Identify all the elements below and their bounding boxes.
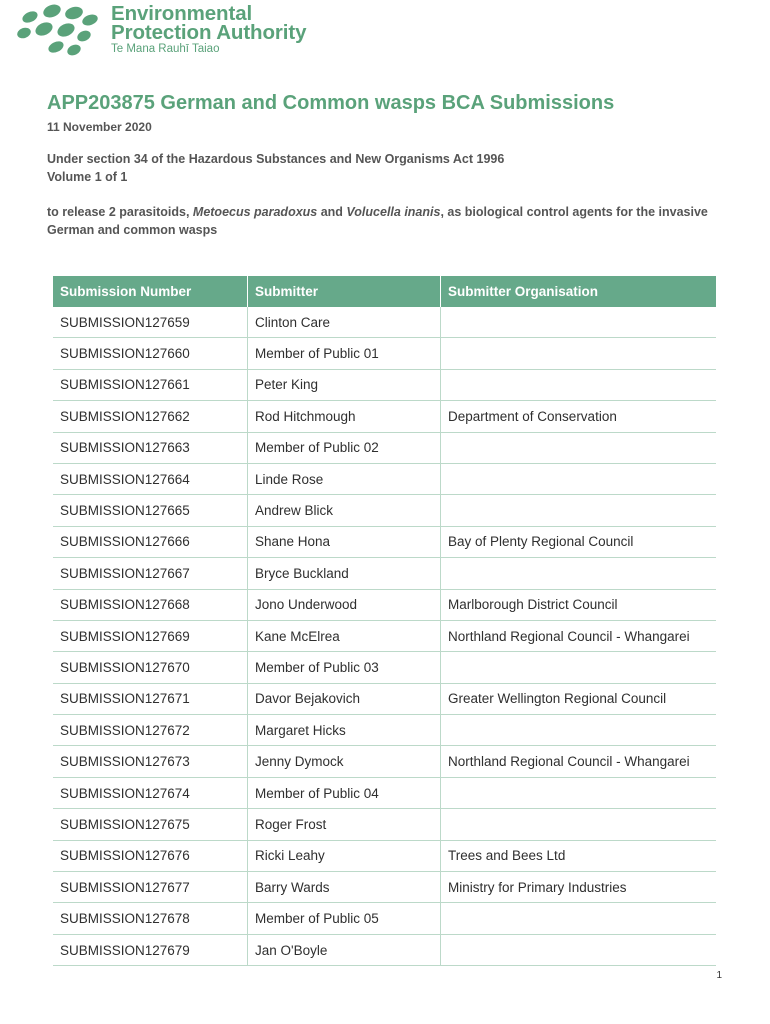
cell-submission-number: SUBMISSION127674 <box>53 777 248 808</box>
cell-submission-number: SUBMISSION127667 <box>53 558 248 589</box>
table-row <box>53 463 716 494</box>
table-row <box>53 809 716 840</box>
logo-text-line-2: Protection Authority <box>111 21 307 44</box>
cell-submitter: Linde Rose <box>248 463 441 494</box>
cell-submitter-organisation <box>441 715 717 746</box>
cell-submission-number: SUBMISSION127671 <box>53 683 248 714</box>
cell-submission-number: SUBMISSION127676 <box>53 840 248 871</box>
cell-submission-number: SUBMISSION127675 <box>53 809 248 840</box>
page-title: APP203875 German and Common wasps BCA Submissions <box>47 92 615 114</box>
table-row <box>53 369 716 400</box>
cell-submitter: Andrew Blick <box>248 495 441 526</box>
cell-submitter-organisation: Northland Regional Council - Whangarei <box>441 620 717 651</box>
submissions-table <box>53 276 716 966</box>
cell-submitter-organisation: Marlborough District Council <box>441 589 717 620</box>
cell-submitter: Barry Wards <box>248 872 441 903</box>
cell-submitter: Jan O'Boyle <box>248 934 441 965</box>
cell-submission-number: SUBMISSION127665 <box>53 495 248 526</box>
cell-submission-number: SUBMISSION127679 <box>53 934 248 965</box>
cell-submitter-organisation: Northland Regional Council - Whangarei <box>441 746 717 777</box>
cell-submitter: Member of Public 03 <box>248 652 441 683</box>
table-row <box>53 495 716 526</box>
table-row <box>53 620 716 651</box>
table-row <box>53 777 716 808</box>
cell-submitter: Rod Hitchmough <box>248 401 441 432</box>
cell-submission-number: SUBMISSION127678 <box>53 903 248 934</box>
table-row <box>53 715 716 746</box>
cell-submitter-organisation <box>441 934 717 965</box>
species-name-1: Metoecus paradoxus <box>192 205 318 219</box>
cell-submission-number: SUBMISSION127672 <box>53 715 248 746</box>
cell-submitter: Roger Frost <box>248 809 441 840</box>
cell-submitter-organisation <box>441 652 717 683</box>
cell-submitter: Davor Bejakovich <box>248 683 441 714</box>
cell-submitter-organisation <box>441 369 717 400</box>
cell-submitter: Peter King <box>248 369 441 400</box>
table-row <box>53 401 716 432</box>
table-row <box>53 872 716 903</box>
purpose-suffix: , as biological control agents for the invasive German and common wasps <box>47 205 708 237</box>
cell-submitter: Shane Hona <box>248 526 441 557</box>
cell-submitter: Ricki Leahy <box>248 840 441 871</box>
table-row <box>53 307 716 338</box>
cell-submitter-organisation: Department of Conservation <box>441 401 717 432</box>
cell-submitter-organisation: Trees and Bees Ltd <box>441 840 717 871</box>
cell-submitter-organisation: Greater Wellington Regional Council <box>441 683 717 714</box>
table-row <box>53 558 716 589</box>
purpose-statement <box>47 204 737 239</box>
table-row <box>53 934 716 965</box>
cell-submitter-organisation <box>441 463 717 494</box>
table-row <box>53 432 716 463</box>
document-date: 11 November 2020 <box>47 120 152 134</box>
cell-submitter: Clinton Care <box>248 307 441 338</box>
cell-submitter-organisation <box>441 495 717 526</box>
table-header-row <box>53 276 716 307</box>
logo-text-line-1: Environmental <box>111 2 253 25</box>
cell-submitter: Member of Public 05 <box>248 903 441 934</box>
purpose-prefix: to release 2 parasitoids, <box>47 205 193 219</box>
cell-submitter: Bryce Buckland <box>248 558 441 589</box>
cell-submitter: Jenny Dymock <box>248 746 441 777</box>
cell-submitter-organisation <box>441 307 717 338</box>
cell-submitter-organisation <box>441 558 717 589</box>
header-submitter-organisation: Submitter Organisation <box>441 276 717 307</box>
epa-logo <box>16 3 336 61</box>
cell-submitter-organisation <box>441 432 717 463</box>
volume-label: Volume 1 of 1 <box>47 170 128 184</box>
table-row <box>53 652 716 683</box>
cell-submitter: Member of Public 04 <box>248 777 441 808</box>
cell-submission-number: SUBMISSION127669 <box>53 620 248 651</box>
cell-submitter: Member of Public 01 <box>248 338 441 369</box>
cell-submission-number: SUBMISSION127673 <box>53 746 248 777</box>
act-reference: Under section 34 of the Hazardous Substances and New Organisms Act 1996 <box>47 152 505 166</box>
table-row <box>53 683 716 714</box>
cell-submitter-organisation <box>441 777 717 808</box>
cell-submitter-organisation <box>441 903 717 934</box>
cell-submitter: Margaret Hicks <box>248 715 441 746</box>
header-submission-number: Submission Number <box>53 276 248 307</box>
cell-submission-number: SUBMISSION127660 <box>53 338 248 369</box>
cell-submission-number: SUBMISSION127668 <box>53 589 248 620</box>
cell-submitter: Jono Underwood <box>248 589 441 620</box>
cell-submitter: Kane McElrea <box>248 620 441 651</box>
cell-submission-number: SUBMISSION127661 <box>53 369 248 400</box>
species-name-2: Volucella inanis <box>346 205 441 219</box>
cell-submitter-organisation <box>441 338 717 369</box>
table-row <box>53 526 716 557</box>
cell-submission-number: SUBMISSION127677 <box>53 872 248 903</box>
table-row <box>53 746 716 777</box>
epa-logo-mark-icon <box>16 3 102 57</box>
cell-submission-number: SUBMISSION127659 <box>53 307 248 338</box>
table-row <box>53 840 716 871</box>
table-row <box>53 589 716 620</box>
table-row <box>53 338 716 369</box>
cell-submitter-organisation <box>441 809 717 840</box>
cell-submitter-organisation: Ministry for Primary Industries <box>441 872 717 903</box>
table-row <box>53 903 716 934</box>
purpose-middle: and <box>317 205 347 219</box>
cell-submission-number: SUBMISSION127663 <box>53 432 248 463</box>
cell-submitter: Member of Public 02 <box>248 432 441 463</box>
cell-submission-number: SUBMISSION127662 <box>53 401 248 432</box>
logo-maori-name: Te Mana Rauhī Taiao <box>111 43 220 55</box>
cell-submission-number: SUBMISSION127670 <box>53 652 248 683</box>
cell-submitter-organisation: Bay of Plenty Regional Council <box>441 526 717 557</box>
page-number: 1 <box>716 970 722 981</box>
header-submitter: Submitter <box>248 276 441 307</box>
table-body <box>53 307 716 966</box>
cell-submission-number: SUBMISSION127664 <box>53 463 248 494</box>
cell-submission-number: SUBMISSION127666 <box>53 526 248 557</box>
